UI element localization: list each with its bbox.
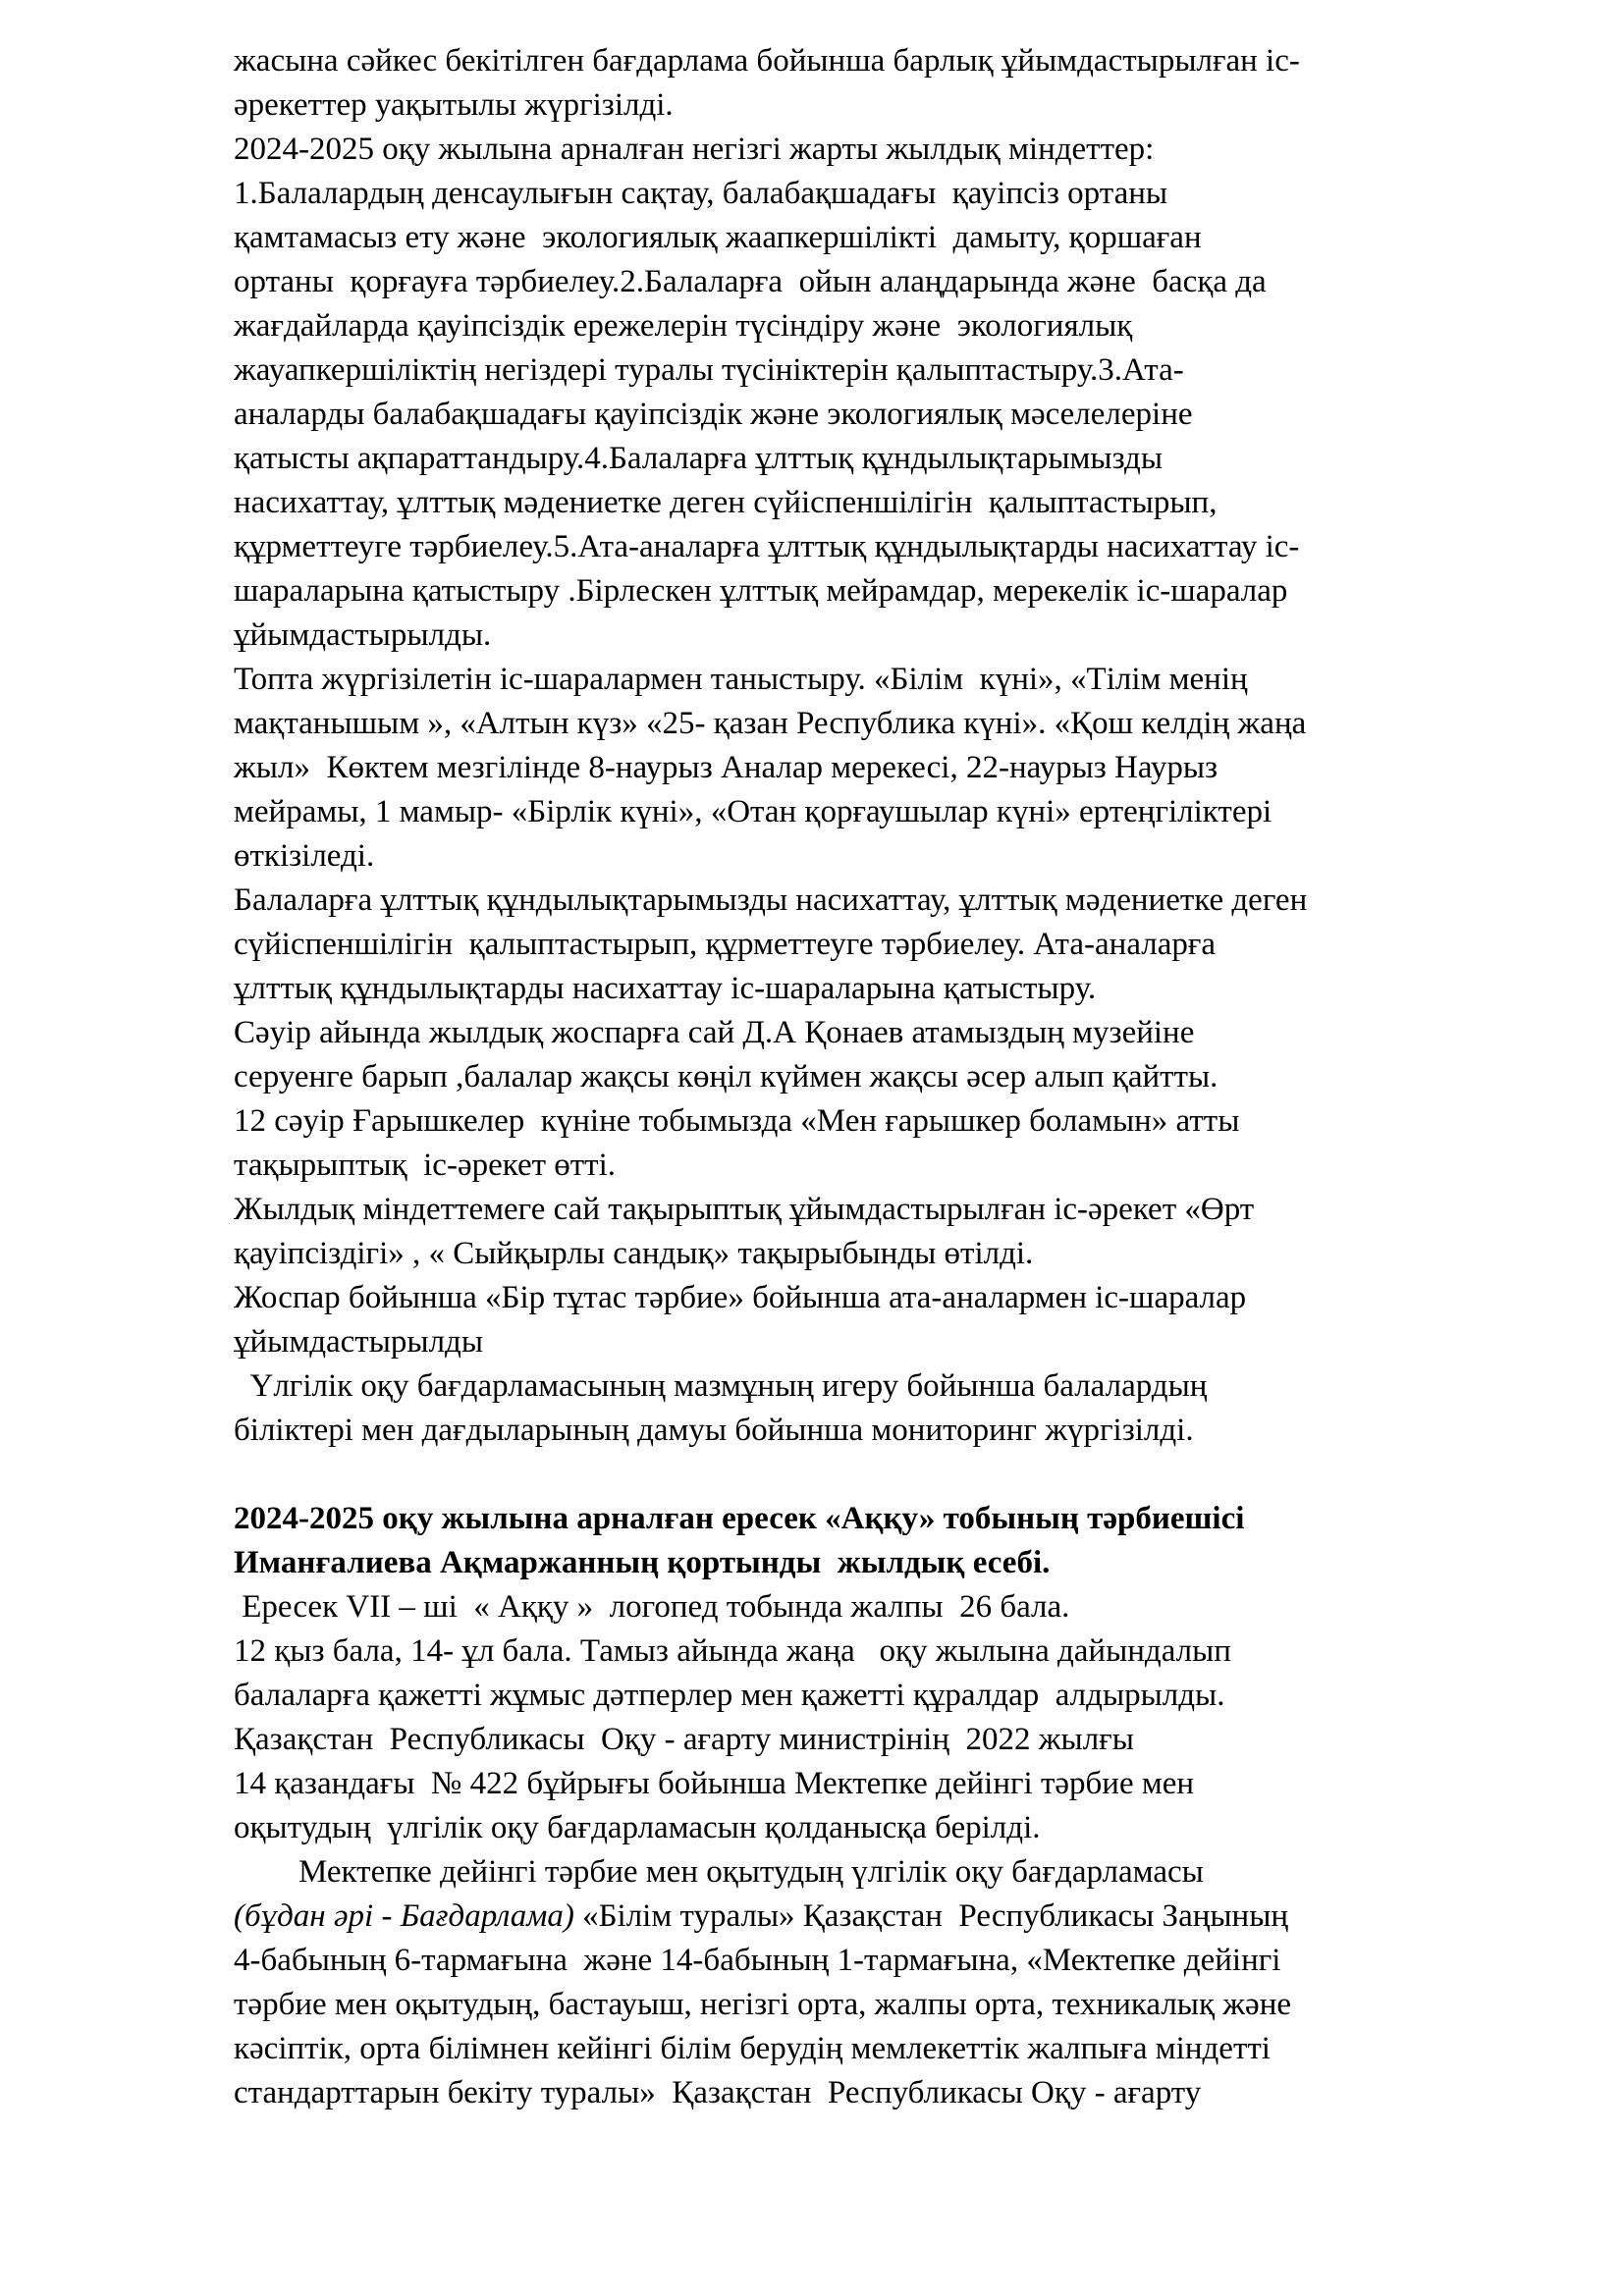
text-line: жасына сәйкес бекітілген бағдарлама бойынша барлық ұйымдастырылған іс- [234, 43, 1300, 79]
text-line: жағдайларда қауіпсіздік ережелерін түсіндіру және экологиялық [234, 308, 1133, 344]
text-line: жауапкершіліктің негіздері туралы түсініктерін қалыптастыру.3.Ата- [234, 352, 1184, 388]
text-line: өткізіледі. [234, 838, 375, 874]
text-line: біліктері мен дағдыларының дамуы бойынша мониторинг жүргізілді. [234, 1413, 1194, 1448]
text-line: стандарттарын бекіту туралы» Қазақстан Республикасы Оқу - ағарту [234, 2075, 1202, 2110]
text-line: қатысты ақпараттандыру.4.Балаларға ұлттық құндылықтарымызды [234, 441, 1163, 476]
text-line: 12 қыз бала, 14- ұл бала. Тамыз айында жаңа оқу жылына дайындалып [234, 1633, 1231, 1669]
text-line: Балаларға ұлттық құндылықтарымызды насихаттау, ұлттық мәдениетке деген [234, 882, 1308, 918]
text-line: балаларға қажетті жұмыс дәтперлер мен қажетті құралдар алдырылды. [234, 1678, 1225, 1713]
text-line: Топта жүргізілетін іс-шаралармен таныстыру. «Білім күні», «Тілім менің [234, 662, 1248, 697]
text-line: 1.Балалардың денсаулығын сақтау, балабақшадағы қауіпсіз ортаны [234, 176, 1168, 211]
text-line: мақтанышым », «Алтын күз» «25- қазан Республика күні». «Қош келдің жаңа [234, 706, 1307, 741]
text-line: тақырыптық іс-әрекет өтті. [234, 1148, 617, 1183]
text-line: насихаттау, ұлттық мәдениетке деген сүйіспеншілігін қалыптастырып, [234, 485, 1218, 520]
text-line: кәсіптік, орта білімнен кейінгі білім берудің мемлекеттік жалпыға міндетті [234, 2031, 1271, 2066]
text-line: Жоспар бойынша «Бір тұтас тәрбие» бойынша ата-аналармен іс-шаралар [234, 1280, 1247, 1315]
text-line: Қазақстан Республикасы Оқу - ағарту министрінің 2022 жылғы [234, 1722, 1134, 1757]
text-line: ұйымдастырылды. [234, 617, 492, 653]
text-line: мейрамы, 1 мамыр- «Бірлік күні», «Отан қорғаушылар күні» ертеңгіліктері [234, 794, 1272, 829]
text-line: Мектепке дейінгі тәрбие мен оқытудың үлгілік оқу бағдарламасы [234, 1854, 1204, 1890]
text-line: ұлттық құндылықтарды насихаттау іс-шараларына қатыстыру. [234, 971, 1097, 1006]
text-line: шараларына қатыстыру .Бірлескен ұлттық мейрамдар, мерекелік іс-шаралар [234, 573, 1288, 609]
text-line: әрекеттер уақытылы жүргізілді. [234, 87, 674, 123]
text-line: аналарды балабақшадағы қауіпсіздік және экологиялық мәселелеріне [234, 397, 1193, 432]
text-line: оқытудың үлгілік оқу бағдарламасын қолданысқа берілді. [234, 1810, 1041, 1845]
text-fragment: «Білім туралы» Қазақстан Республикасы Заңының [573, 1898, 1289, 1934]
text-line: 4-бабының 6-тармағына және 14-бабының 1-тармағына, «Мектепке дейінгі [234, 1943, 1281, 1978]
text-line: 14 қазандағы № 422 бұйрығы бойынша Мектепке дейінгі тәрбие мен [234, 1766, 1195, 1801]
text-line: қауіпсіздігі» , « Сыйқырлы сандық» тақырыбынды өтілді. [234, 1236, 1034, 1271]
text-line: 2024-2025 оқу жылына арналған негізгі жарты жылдық міндеттер: [234, 132, 1155, 167]
text-line: Ересек VII – ші « Аққу » логопед тобында жалпы 26 бала. [234, 1589, 1070, 1625]
report-heading [234, 1497, 1549, 1585]
document-page [234, 39, 1549, 2115]
heading-line-1: 2024-2025 оқу жылына арналған ересек «Аққу» тобының тәрбиешісі [234, 1501, 1245, 1536]
text-line: тәрбие мен оқытудың, бастауыш, негізгі орта, жалпы орта, техникалық және [234, 1987, 1292, 2022]
text-line-mixed [234, 1895, 1549, 1939]
text-line: қамтамасыз ету және экологиялық жаапкершілікті дамыту, қоршаған [234, 220, 1202, 255]
text-line: серуенге барып ,балалар жақсы көңіл күймен жақсы әсер алып қайтты. [234, 1059, 1218, 1095]
text-line: Сәуір айында жылдық жоспарға сай Д.А Қонаев атамыздың музейіне [234, 1015, 1195, 1050]
heading-line-2: Иманғалиева Ақмаржанның қортынды жылдық есебі. [234, 1545, 1051, 1580]
text-line: ұйымдастырылды [234, 1324, 483, 1360]
text-line: Жылдық міндеттемеге сай тақырыптық ұйымдастырылған іс-әрекет «Өрт [234, 1192, 1255, 1227]
text-line: сүйіспеншілігін қалыптастырып, құрметтеуге тәрбиелеу. Ата-аналарға [234, 927, 1217, 962]
section-2 [234, 1585, 1549, 2115]
italic-note: (бұдан әрі - Бағдарлама) [234, 1898, 574, 1934]
text-line: құрметтеуге тәрбиелеу.5.Ата-аналарға ұлттық құндылықтарды насихаттау іс- [234, 529, 1300, 564]
text-line: ортаны қорғауға тәрбиелеу.2.Балаларға ойын алаңдарында және басқа да [234, 264, 1267, 299]
text-line: жыл» Көктем мезгілінде 8-наурыз Аналар мерекесі, 22-наурыз Наурыз [234, 750, 1218, 785]
text-line: 12 сәуір Ғарышкелер күніне тобымызда «Мен ғарышкер боламын» атты [234, 1103, 1240, 1139]
text-line: Үлгілік оқу бағдарламасының мазмұның игеру бойынша балалардың [234, 1368, 1208, 1404]
blank-line [234, 1453, 1549, 1497]
section-1 [234, 39, 1549, 1453]
